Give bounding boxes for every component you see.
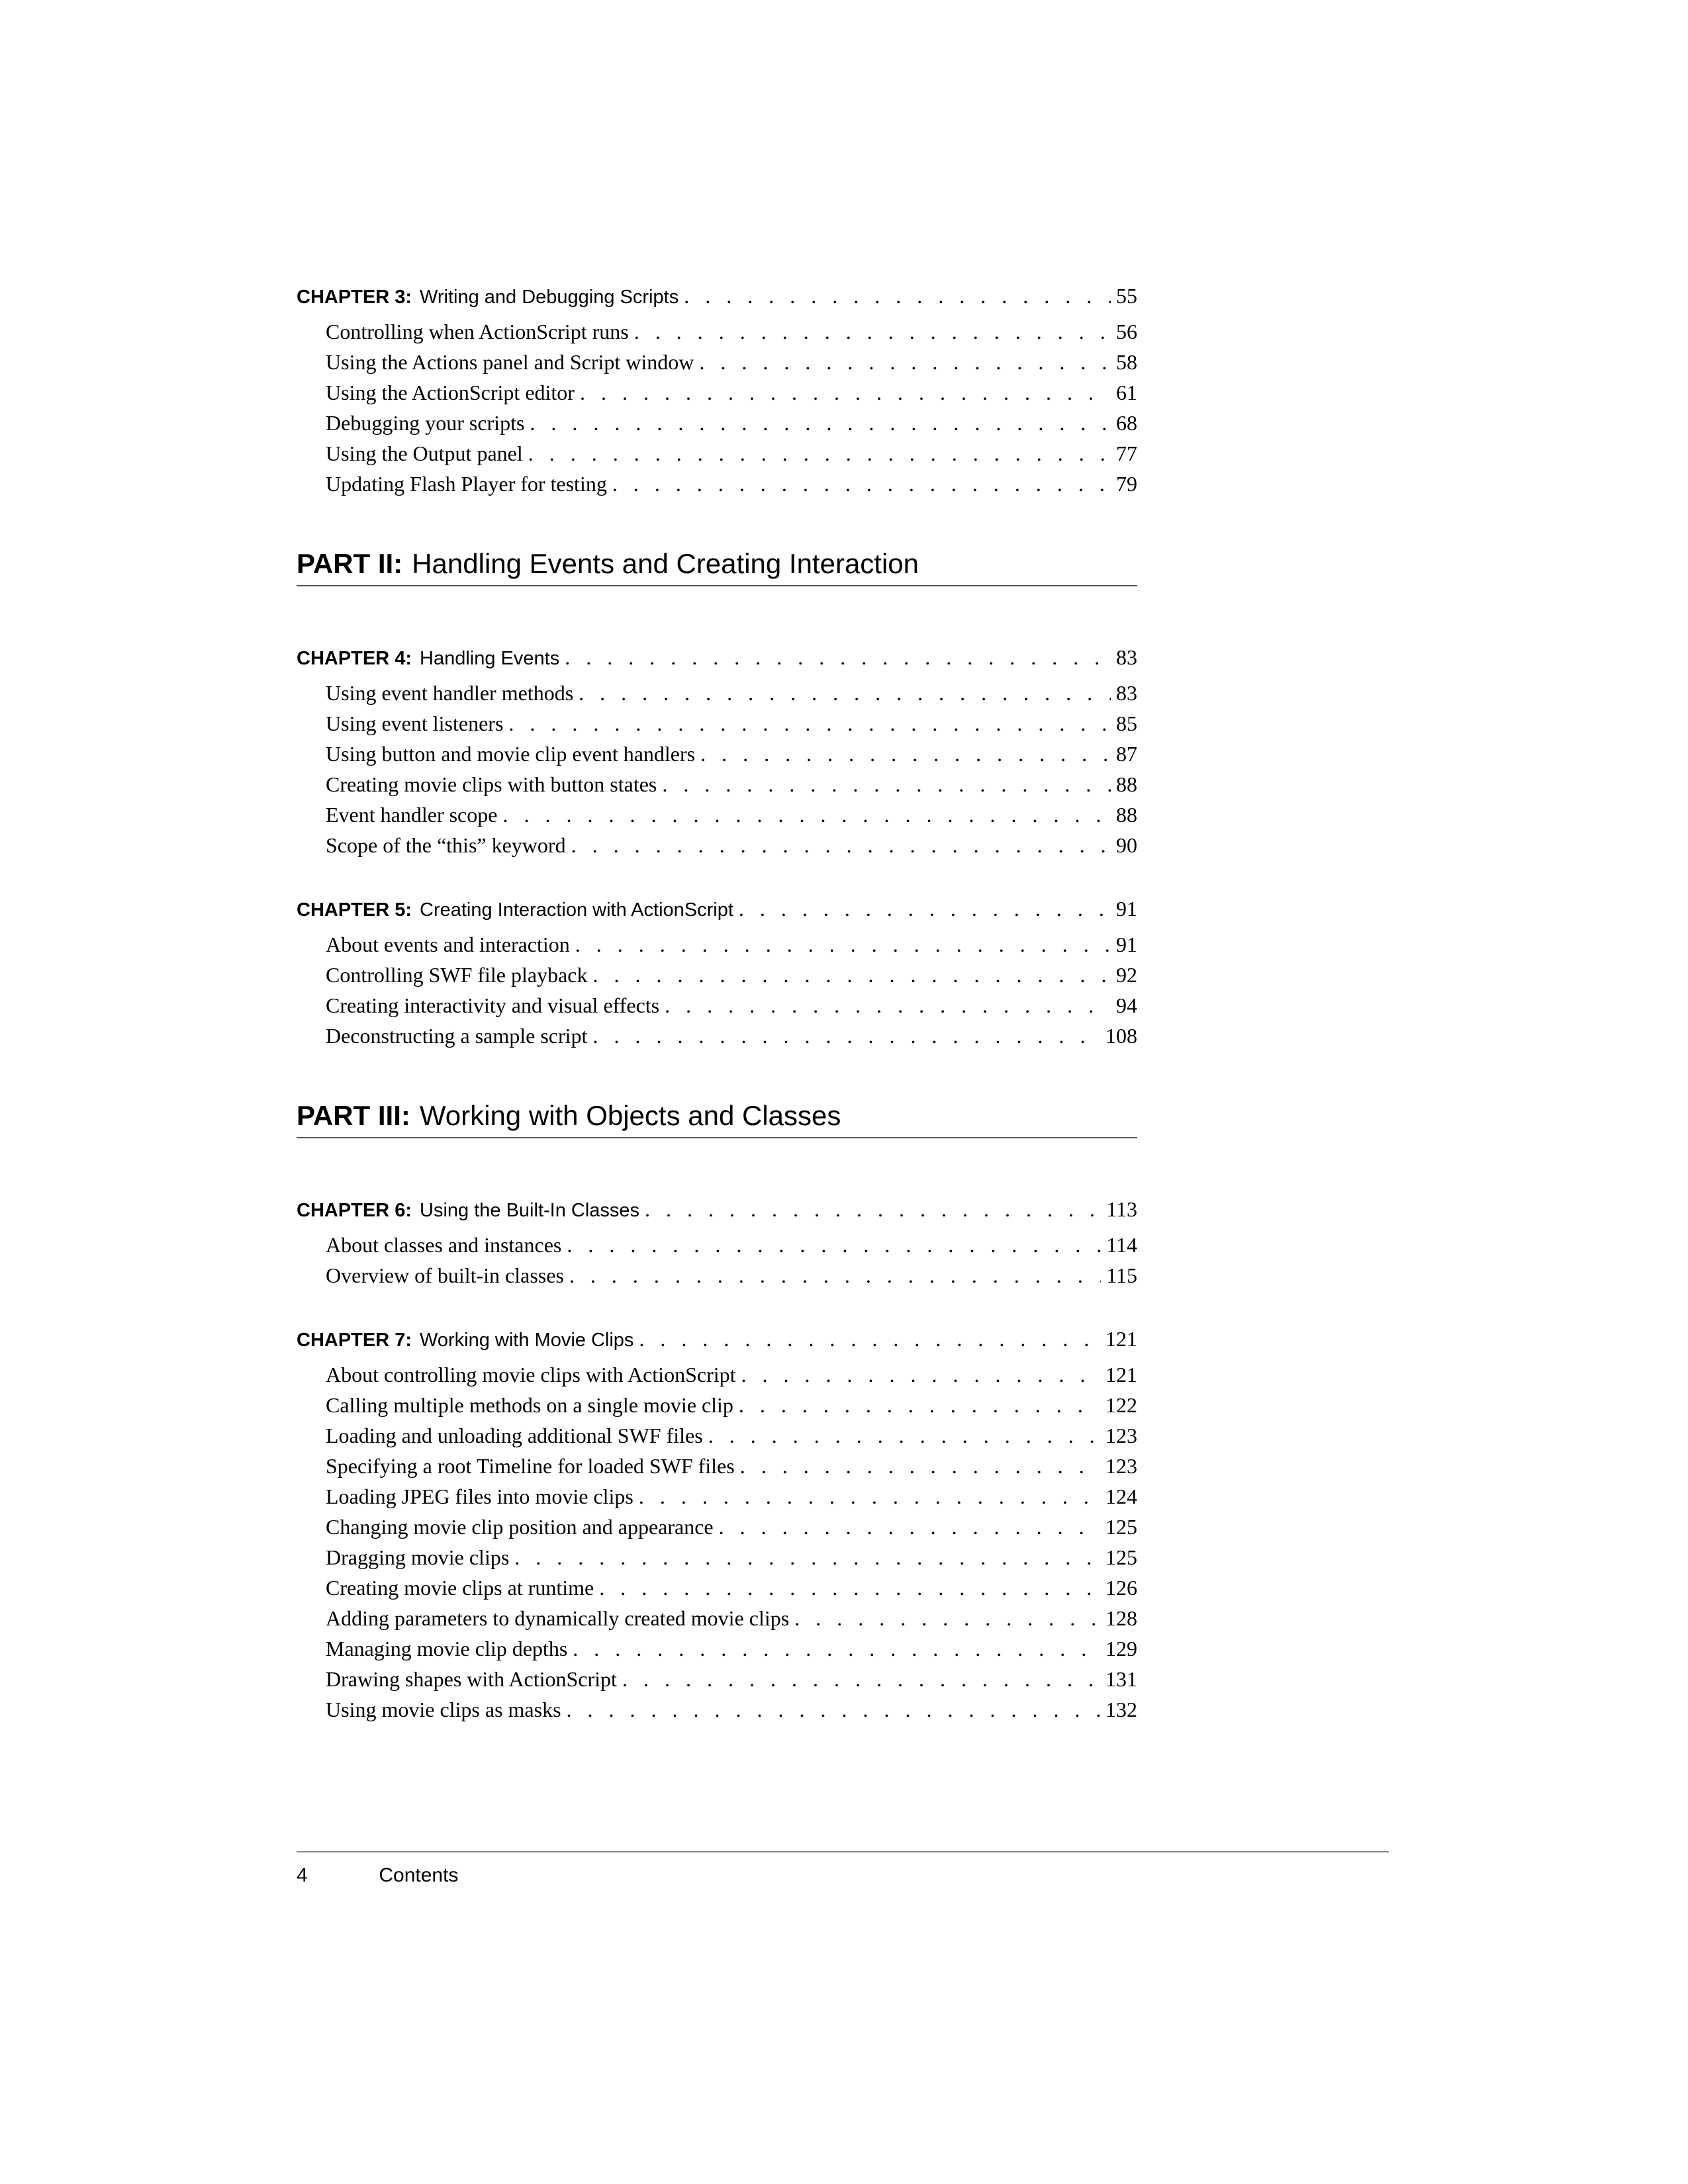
dot-leader [634,316,1111,347]
toc-entry[interactable] [297,830,1137,860]
entry-title: Using the Actions panel and Script window [326,350,694,374]
footer-page-number: 4 [297,1864,308,1886]
entry-page-number: 79 [1116,472,1137,496]
dot-leader [639,1321,1100,1357]
dot-leader [739,891,1111,927]
toc-entry[interactable] [297,1512,1137,1542]
dot-leader [719,1512,1100,1542]
dot-leader [622,1664,1100,1694]
entry-page-number: 115 [1106,1263,1137,1287]
dot-leader [739,1390,1100,1420]
entry-page-number: 114 [1106,1233,1137,1257]
footer-rule [297,1851,1389,1852]
toc-entry[interactable] [297,678,1137,708]
chapter-block [297,278,1137,499]
entry-page-number: 77 [1116,441,1137,465]
toc-entry[interactable] [297,1420,1137,1451]
dot-leader [700,739,1111,769]
entry-list [297,1359,1137,1725]
dot-leader [699,347,1111,377]
entry-title: Debugging your scripts [326,411,525,435]
toc-entry[interactable] [297,1694,1137,1725]
toc-entry[interactable] [297,1572,1137,1603]
entry-title: Controlling SWF file playback [326,963,588,987]
entry-title: Controlling when ActionScript runs [326,320,629,343]
part-heading [297,1097,1137,1138]
dot-leader [592,1021,1100,1051]
chapter-page-number: 121 [1105,1327,1137,1351]
entry-title: Using event handler methods [326,681,574,705]
dot-leader [569,1260,1101,1291]
chapter-title: Creating Interaction with ActionScript [420,899,733,921]
dot-leader [665,990,1111,1021]
entry-page-number: 94 [1116,993,1137,1017]
dot-leader [741,1359,1101,1390]
entry-page-number: 128 [1105,1606,1137,1630]
dot-leader [580,377,1111,408]
toc-entry[interactable] [297,960,1137,990]
chapter-page-number: 91 [1116,897,1137,921]
dot-leader [565,639,1111,675]
entry-page-number: 132 [1105,1698,1137,1721]
entry-list [297,929,1137,1051]
toc-entry[interactable] [297,708,1137,739]
entry-page-number: 123 [1105,1454,1137,1478]
dot-leader [645,1191,1101,1227]
toc-entry[interactable] [297,739,1137,769]
dot-leader [573,1633,1100,1664]
entry-page-number: 87 [1116,742,1137,766]
chapter-label: CHAPTER 4: [297,648,412,669]
entry-title: Overview of built-in classes [326,1263,564,1287]
dot-leader [530,408,1111,438]
entry-page-number: 108 [1105,1024,1137,1048]
chapter-page-number: 113 [1106,1197,1137,1221]
toc-entry[interactable] [297,1451,1137,1481]
entry-title: Using event listeners [326,711,504,735]
dot-leader [599,1572,1100,1603]
entry-title: About events and interaction [326,933,570,956]
chapter-heading[interactable] [297,1191,1137,1227]
entry-page-number: 122 [1105,1393,1137,1417]
footer-label: Contents [379,1864,459,1886]
chapter-block [297,639,1137,860]
dot-leader [639,1481,1100,1512]
dot-leader [740,1451,1100,1481]
toc-entry[interactable] [297,1542,1137,1572]
dot-leader [662,769,1111,799]
chapter-title: Writing and Debugging Scripts [420,287,679,308]
entry-title: Drawing shapes with ActionScript [326,1667,617,1691]
chapter-heading[interactable] [297,278,1137,314]
entry-page-number: 124 [1105,1484,1137,1508]
chapter-label: CHAPTER 3: [297,287,412,308]
toc-entry[interactable] [297,929,1137,960]
part-heading [297,545,1137,586]
entry-title: Loading and unloading additional SWF files [326,1424,703,1447]
entry-page-number: 92 [1116,963,1137,987]
entry-title: Using the Output panel [326,441,523,465]
toc-entry[interactable] [297,408,1137,438]
entry-page-number: 58 [1116,350,1137,374]
entry-title: Scope of the “this” keyword [326,833,566,857]
entry-page-number: 126 [1105,1576,1137,1600]
toc-entry[interactable] [297,1021,1137,1051]
toc-entry[interactable] [297,316,1137,347]
entry-page-number: 88 [1116,772,1137,796]
entry-page-number: 125 [1105,1545,1137,1569]
chapter-heading[interactable] [297,891,1137,927]
entry-title: Using movie clips as masks [326,1698,561,1721]
entry-list [297,1230,1137,1291]
entry-title: Using button and movie clip event handlers [326,742,696,766]
toc-entry[interactable] [297,1603,1137,1633]
dot-leader [567,1230,1101,1260]
chapter-block [297,1321,1137,1725]
dot-leader [579,678,1111,708]
entry-list [297,316,1137,499]
chapter-page-number: 55 [1116,284,1137,308]
entry-title: About controlling movie clips with ActionScript [326,1363,736,1387]
toc-entry[interactable] [297,769,1137,799]
toc-entry[interactable] [297,990,1137,1021]
entry-title: About classes and instances [326,1233,562,1257]
toc-entry[interactable] [297,1230,1137,1260]
entry-title: Managing movie clip depths [326,1637,568,1661]
entry-page-number: 129 [1105,1637,1137,1661]
chapter-heading[interactable] [297,639,1137,675]
dot-leader [593,960,1111,990]
chapter-title: Handling Events [420,648,560,669]
entry-page-number: 68 [1116,411,1137,435]
dot-leader [612,469,1111,499]
entry-page-number: 88 [1116,803,1137,827]
chapter-label: CHAPTER 6: [297,1200,412,1221]
toc-entry[interactable] [297,377,1137,408]
entry-title: Dragging movie clips [326,1545,510,1569]
entry-page-number: 85 [1116,711,1137,735]
entry-title: Event handler scope [326,803,498,827]
dot-leader [684,278,1111,314]
entry-list [297,678,1137,860]
chapter-block [297,891,1137,1051]
dot-leader [567,1694,1100,1725]
entry-title: Calling multiple methods on a single movie clip [326,1393,733,1417]
part-label: PART II: [297,548,403,579]
chapter-title: Using the Built-In Classes [420,1200,640,1221]
toc-entry[interactable] [297,347,1137,377]
entry-page-number: 90 [1116,833,1137,857]
entry-page-number: 61 [1116,381,1137,404]
entry-page-number: 123 [1105,1424,1137,1447]
toc-entry[interactable] [297,1481,1137,1512]
entry-title: Using the ActionScript editor [326,381,575,404]
toc-entry[interactable] [297,1664,1137,1694]
chapter-label: CHAPTER 5: [297,899,412,921]
chapter-page-number: 83 [1116,645,1137,669]
chapter-label: CHAPTER 7: [297,1330,412,1351]
entry-title: Updating Flash Player for testing [326,472,607,496]
entry-title: Creating movie clips with button states [326,772,657,796]
chapter-title: Working with Movie Clips [420,1330,634,1351]
toc-entry[interactable] [297,1260,1137,1291]
entry-title: Creating interactivity and visual effects [326,993,660,1017]
dot-leader [508,708,1111,739]
part-title: Handling Events and Creating Interaction [412,548,919,579]
entry-title: Creating movie clips at runtime [326,1576,594,1600]
chapter-heading[interactable] [297,1321,1137,1357]
dot-leader [575,929,1111,960]
part-label: PART III: [297,1100,410,1131]
toc-entry[interactable] [297,1390,1137,1420]
toc-entry[interactable] [297,438,1137,469]
entry-title: Specifying a root Timeline for loaded SWF files [326,1454,735,1478]
entry-page-number: 91 [1116,933,1137,956]
entry-page-number: 83 [1116,681,1137,705]
entry-title: Loading JPEG files into movie clips [326,1484,633,1508]
dot-leader [571,830,1111,860]
entry-title: Changing movie clip position and appearance [326,1515,714,1539]
entry-page-number: 121 [1105,1363,1137,1387]
page-footer [297,1861,458,1890]
entry-title: Adding parameters to dynamically created movie clips [326,1606,790,1630]
toc-entry[interactable] [297,1359,1137,1390]
entry-title: Deconstructing a sample script [326,1024,588,1048]
toc-entry[interactable] [297,469,1137,499]
toc-entry[interactable] [297,799,1137,830]
entry-page-number: 125 [1105,1515,1137,1539]
chapter-block [297,1191,1137,1291]
dot-leader [514,1542,1100,1572]
entry-page-number: 56 [1116,320,1137,343]
dot-leader [708,1420,1100,1451]
toc-entry[interactable] [297,1633,1137,1664]
dot-leader [794,1603,1100,1633]
entry-page-number: 131 [1105,1667,1137,1691]
dot-leader [502,799,1111,830]
part-title: Working with Objects and Classes [419,1100,841,1131]
table-of-contents [297,278,1137,1755]
dot-leader [528,438,1111,469]
